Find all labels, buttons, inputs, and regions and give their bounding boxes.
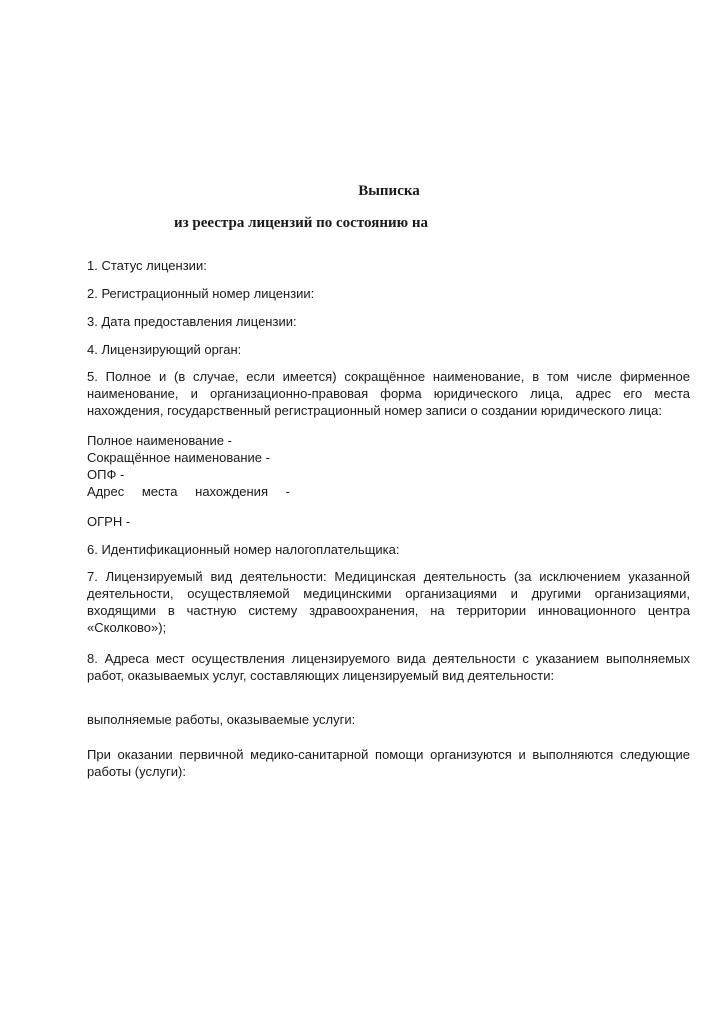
item-issue-date: 3. Дата предоставления лицензии:	[87, 314, 297, 329]
item-license-status: 1. Статус лицензии:	[87, 258, 207, 273]
field-opf: ОПФ -	[87, 467, 125, 482]
field-address: Адрес места нахождения -	[87, 484, 290, 499]
document-title: Выписка	[358, 183, 420, 199]
organization-fields	[87, 432, 690, 500]
item-inn: 6. Идентификационный номер налогоплательщика:	[87, 542, 400, 557]
field-ogrn: ОГРН -	[87, 514, 131, 529]
item-organization-info: 5. Полное и (в случае, если имеется) сокращённое наименование, в том числе фирменное наименование, и организационно-правовая форма юридического лица, адрес его места нахождения, государственный регистрационный номер записи о создании юридического лица:	[87, 369, 690, 418]
works-label: выполняемые работы, оказываемые услуги:	[87, 712, 356, 727]
item-licensing-authority: 4. Лицензирующий орган:	[87, 342, 242, 357]
document-subtitle: из реестра лицензий по состоянию на	[174, 215, 428, 231]
item-licensed-activity: 7. Лицензируемый вид деятельности: Медицинская деятельность (за исключением указанной деятельности, осуществляемой медицинскими организациями и другими организациями, входящими в частную систему здравоохранения, на территории инновационного центра «Сколково»);	[87, 569, 690, 635]
primary-care-text: При оказании первичной медико-санитарной помощи организуются и выполняются следующие работы (услуги):	[87, 747, 690, 779]
field-full-name: Полное наименование -	[87, 433, 232, 448]
item-registration-number: 2. Регистрационный номер лицензии:	[87, 286, 315, 301]
field-short-name: Сокращённое наименование -	[87, 450, 270, 465]
item-activity-addresses: 8. Адреса мест осуществления лицензируемого вида деятельности с указанием выполняемых работ, оказываемых услуг, составляющих лицензируемый вид деятельности:	[87, 651, 690, 683]
